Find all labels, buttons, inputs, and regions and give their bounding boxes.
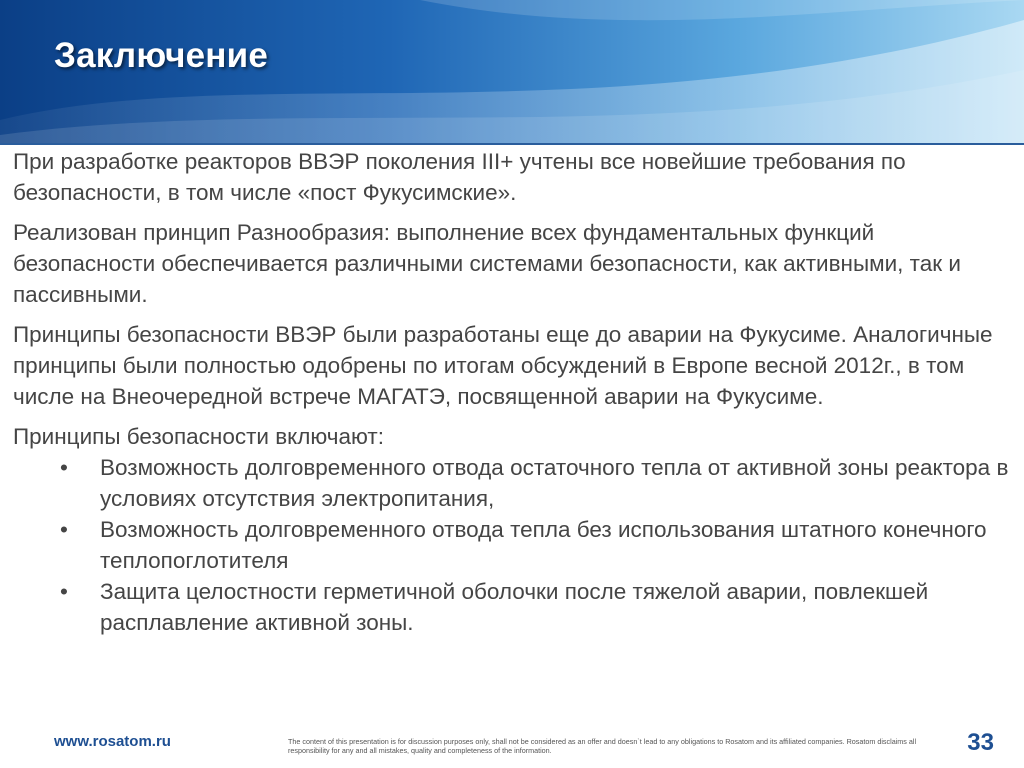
slide-header [0,0,1024,143]
principles-intro: Принципы безопасности включают: [13,424,384,449]
principles-list [13,452,1013,638]
body-paragraph: При разработке реакторов ВВЭР поколения III+ учтены все новейшие требования по безопасности, в том числе «пост Фукусимские». [13,149,906,205]
list-item [60,452,1013,514]
list-item-text: Возможность долговременного отвода тепла без использования штатного конечного теплопоглотителя [100,517,987,573]
footer-website-link[interactable]: www.rosatom.ru [54,733,171,750]
list-item [60,576,1013,638]
bullet-icon: • [60,517,68,542]
body-paragraph: Принципы безопасности ВВЭР были разработаны еще до аварии на Фукусиме. Аналогичные принципы были полностью одобрены по итогам обсуждений в Европе весной 2012г., в том числе на Внеочередной встрече МАГАТЭ, посвященной аварии на Фукусиме. [13,322,993,409]
list-item [60,514,1013,576]
bullet-icon: • [60,579,68,604]
footer-disclaimer: The content of this presentation is for discussion purposes only, shall not be considered as an offer and doesn`t lead to any obligations to Rosatom and its affiliated companies. Rosatom disclaims all responsibility for any and all mistakes, quality and completeness of the information. [288,737,917,755]
page-number: 33 [967,729,994,756]
list-item-text: Возможность долговременного отвода остаточного тепла от активной зоны реактора в условиях отсутствия электропитания, [100,455,1009,511]
list-item-text: Защита целостности герметичной оболочки после тяжелой аварии, повлекшей расплавление активной зоны. [100,579,929,635]
bullet-icon: • [60,455,68,480]
body-paragraph: Реализован принцип Разнообразия: выполнение всех фундаментальных функций безопасности обеспечивается различными системами безопасности, как активными, так и пассивными. [13,220,961,307]
slide-body [13,146,1013,638]
slide-title: Заключение [54,36,269,75]
header-divider [0,143,1024,145]
